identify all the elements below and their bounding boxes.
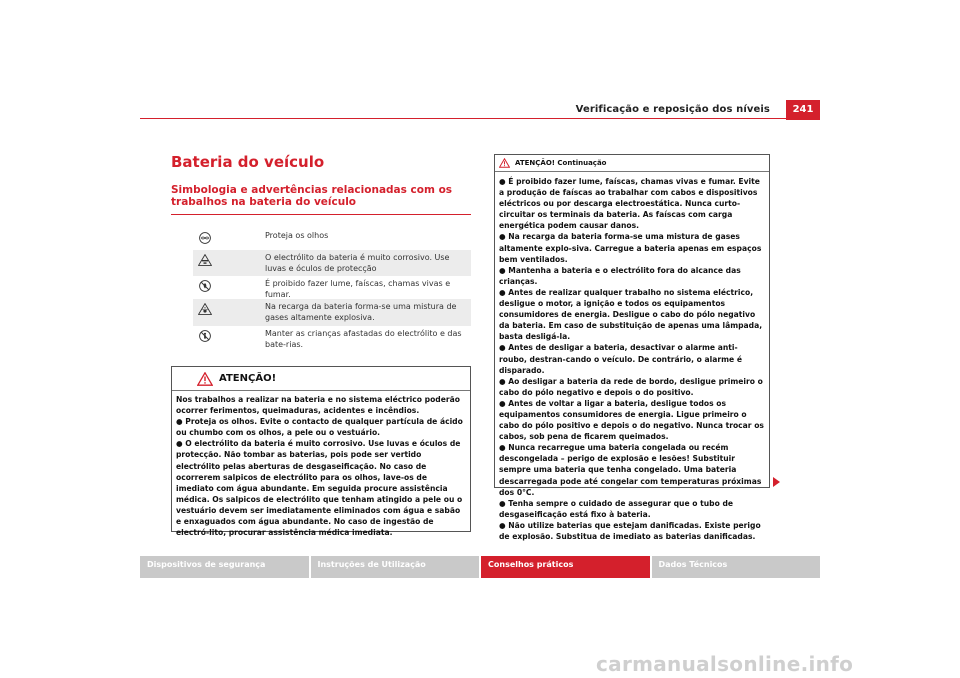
warning-item: ● Na recarga da bateria forma-se uma mistura de gases altamente explo-siva. Carregue a bateria apenas em espaços bem ventilados. (499, 232, 762, 264)
tab-conselhos-praticos[interactable]: Conselhos práticos (481, 556, 650, 578)
warning-item: ● O electrólito da bateria é muito corrosivo. Use luvas e óculos de protecção. Não tombar as baterias, pois pode ser vertido electrólito pelas aberturas de desgaseificação. No caso de ocorrerem salpicos de electrólito para os olhos, lave-os de imediato com água abundante. Em seguida procure assistência médica. Os salpicos de electrólito que tenham atingido a pele ou o vestuário devem ser imediatamente eliminados com água e sabão e enxaguados com água abundante. No caso de ingestão de electró-lito, procurar assistência médica imediata. (176, 439, 463, 538)
symbol-row (193, 250, 471, 276)
symbol-row (193, 299, 471, 326)
warning-header (172, 367, 470, 391)
footer-tabs (140, 556, 820, 578)
symbol-row (193, 228, 471, 250)
page-number: 241 (786, 100, 820, 120)
warning-item: ● Mantenha a bateria e o electrólito fora do alcance das crianças. (499, 265, 741, 286)
warning-continued-title: ATENÇÃO! Continuação (515, 159, 607, 167)
subheading: Simbologia e advertências relacionadas com os trabalhos na bateria do veículo (171, 184, 453, 208)
eye-protection-icon (199, 232, 211, 244)
warning-continued-box (494, 154, 770, 541)
bullet: ● (176, 417, 186, 427)
symbol-text: Na recarga da bateria forma-se uma mistura de gases altamente explosiva. (265, 302, 457, 322)
warning-item: ● Não utilize baterias que estejam danificadas. Existe perigo de explosão. Substitua de imediato as baterias danificadas. (499, 520, 761, 541)
symbol-text: Proteja os olhos (265, 231, 329, 240)
tab-dispositivos-de-seguranca[interactable]: Dispositivos de segurança (140, 556, 309, 578)
warning-triangle-icon (197, 372, 213, 386)
bullet: ● (499, 398, 509, 408)
warning-title: ATENÇÃO! (219, 373, 277, 384)
bullet: ● (499, 376, 509, 386)
warning-body (176, 391, 466, 538)
bullet: ● (176, 439, 186, 449)
symbol-text: O electrólito da bateria é muito corrosivo. Use luvas e óculos de protecção (265, 253, 450, 273)
symbol-row (193, 326, 471, 350)
warning-continued-body (499, 172, 765, 542)
no-fire-icon (199, 280, 211, 292)
warning-item: ● Nunca recarregue uma bateria congelada ou recém descongelada – perigo de explosão e lesões! Substituir sempre uma bateria que tenha congelado. Uma bateria descarregada pode até congelar com temperaturas próximas dos 0°C. (499, 443, 762, 497)
warning-box (171, 366, 471, 538)
subheading-rule (171, 214, 471, 215)
bullet: ● (499, 287, 509, 297)
warning-item: ● Proteja os olhos. Evite o contacto de qualquer partícula de ácido ou chumbo com os olhos, a pele ou o vestuário. (176, 417, 463, 438)
warning-triangle-icon (499, 158, 510, 168)
header-rule (140, 118, 820, 119)
symbol-row (193, 276, 471, 299)
warning-item: ● É proibido fazer lume, faíscas, chamas vivas e fumar. Evite a produção de faíscas ao trabalhar com cabos e dispositivos eléctricos ou por descarga electroestática. Nunca curto-circuitar os terminais da bateria. As faíscas com carga energética podem causar danos. (499, 177, 760, 231)
bullet: ● (499, 443, 509, 453)
page-heading: Bateria do veículo (171, 153, 325, 171)
warning-continued-header (495, 155, 769, 172)
symbol-table (193, 228, 471, 350)
warning-item: ● Antes de desligar a bateria, desactivar o alarme anti-roubo, destran-cando o veículo. De contrário, o alarme é disparado. (499, 343, 742, 375)
keep-children-away-icon (199, 330, 211, 342)
bullet: ● (499, 265, 509, 275)
bullet: ● (499, 177, 509, 186)
section-title: Verificação e reposição dos níveis (575, 104, 770, 115)
watermark: carmanualsonline.info (596, 652, 854, 676)
warning-intro: Nos trabalhos a realizar na bateria e no sistema eléctrico poderão ocorrer ferimentos, queimaduras, acidentes e incêndios. (176, 395, 460, 416)
warning-item: ● Antes de voltar a ligar a bateria, desligue todos os equipamentos consumidores de energia. Ligue primeiro o cabo do pólo positivo e depois o do negativo. Nunca trocar os cabos, sob pena de ficarem queimados. (499, 398, 764, 442)
warning-item: ● Tenha sempre o cuidado de assegurar que o tubo de desgaseificação está fixo à bateria. (499, 498, 734, 519)
bullet: ● (499, 498, 509, 508)
symbol-text: Manter as crianças afastadas do electrólito e das bate-rias. (265, 329, 462, 349)
bullet: ● (499, 232, 509, 242)
bullet: ● (499, 520, 509, 530)
tab-dados-tecnicos[interactable]: Dados Técnicos (652, 556, 821, 578)
bullet: ● (499, 343, 509, 353)
warning-item: ● Antes de realizar qualquer trabalho no sistema eléctrico, desligue o motor, a ignição e todos os equipamentos consumidores de energia. Desligue o cabo do pólo negativo da bateria. Em caso de substituição de apenas uma lâmpada, basta desligá-la. (499, 287, 763, 342)
warning-item: ● Ao desligar a bateria da rede de bordo, desligue primeiro o cabo do pólo negativo e depois o do positivo. (499, 376, 763, 397)
explosive-warning-icon (198, 303, 212, 315)
corrosive-warning-icon (198, 254, 212, 266)
symbol-text: É proibido fazer lume, faíscas, chamas vivas e fumar. (265, 279, 451, 299)
tab-instrucoes-de-utilizacao[interactable]: Instruções de Utilização (311, 556, 480, 578)
next-page-arrow-icon[interactable] (773, 477, 780, 487)
